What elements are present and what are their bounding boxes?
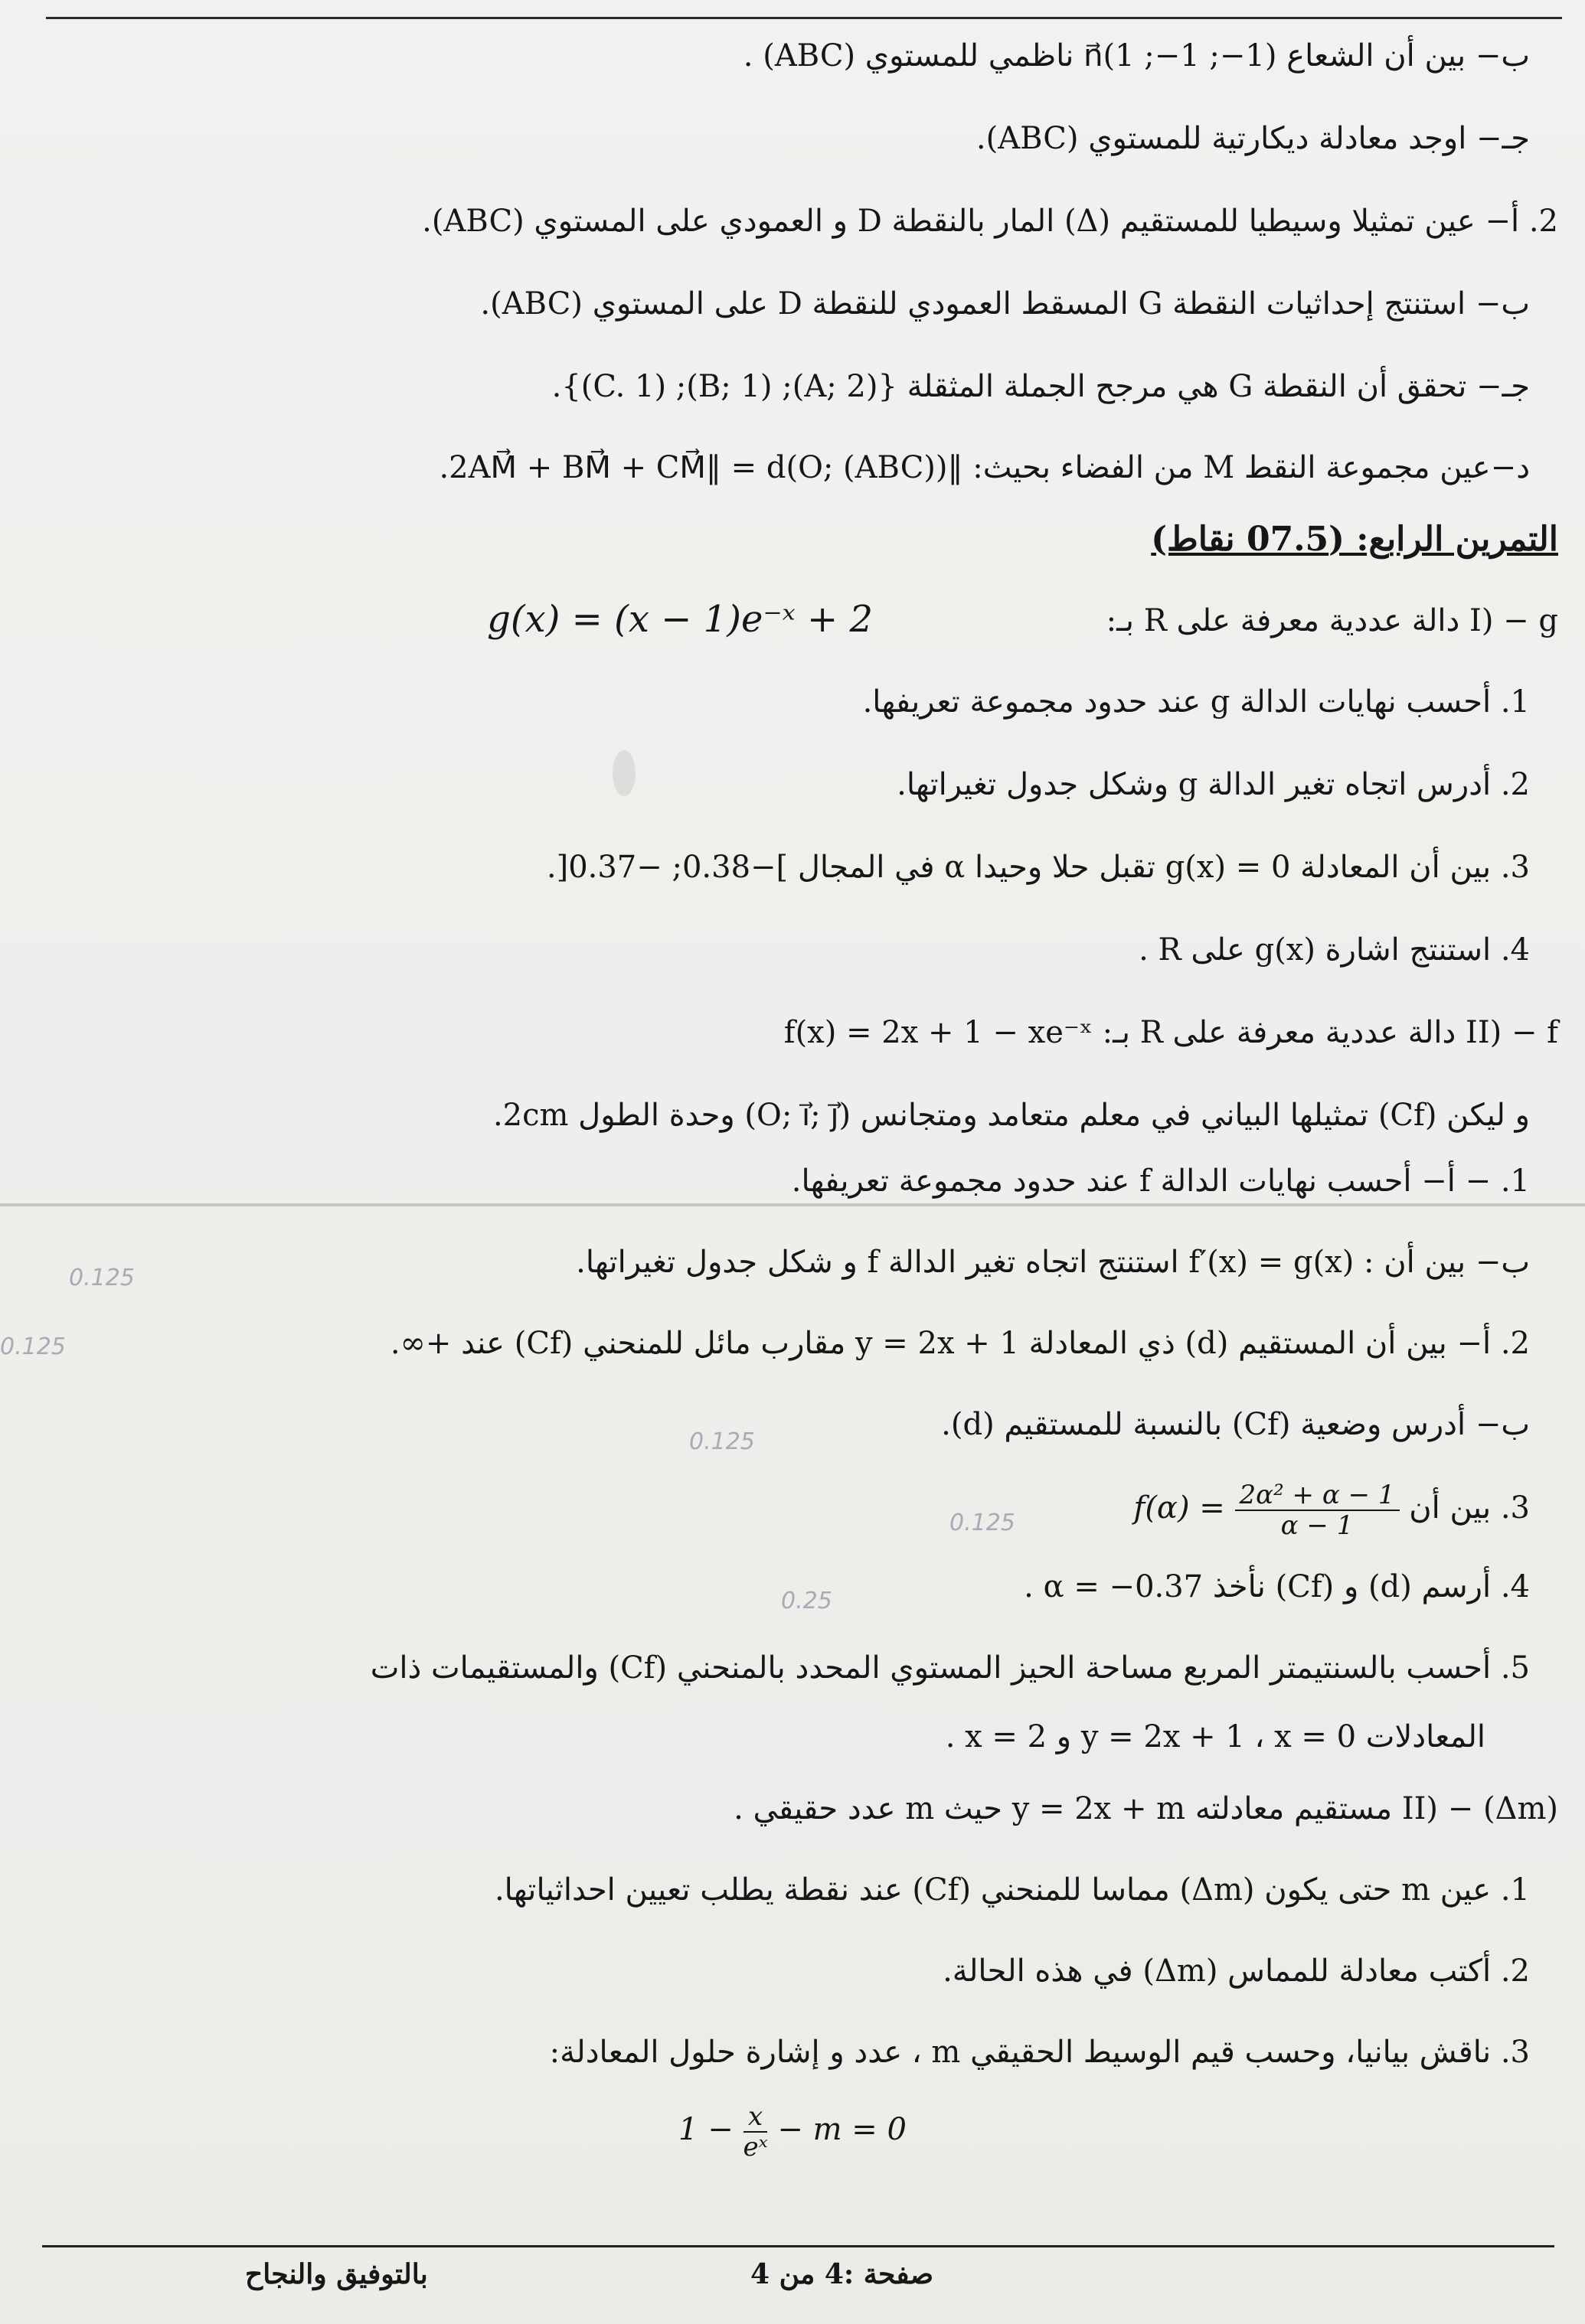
part3-q1: 1. عين m حتى يكون (Δm) مماسا للمنحني (Cf) عند نقطة يطلب تعيين احداثياتها.: [494, 1872, 1530, 1908]
f-alpha-lhs: f(α) =: [1133, 1490, 1225, 1526]
part1-q4: 4. استنتج اشارة g(x) على R .: [1139, 932, 1530, 968]
g-definition-equation: [487, 594, 873, 645]
part2-q5-cont: المعادلات y = 2x + 1 ، x = 0 و x = 2 .: [945, 1719, 1485, 1754]
part2-q2b: ب− أدرس وضعية (Cf) بالنسبة للمستقيم (d).: [941, 1407, 1530, 1442]
f-alpha-numerator: 2α² + α − 1: [1235, 1480, 1400, 1511]
final-equation: [0, 2102, 1585, 2162]
q2-c-barycenter: جـ− تحقق أن النقطة G هي مرجح الجملة المثقلة {(A; 2); (B; 1); (C. 1)}.: [551, 369, 1530, 404]
q2-b-projection: ب− استنتج إحداثيات النقطة G المسقط العمودي للنقطة D على المستوي (ABC).: [480, 286, 1530, 322]
closing-wish: بالتوفيق والنجاح: [245, 2258, 428, 2290]
bottom-rule: [42, 2245, 1554, 2247]
q-c-cartesian-eq: جـ− اوجد معادلة ديكارتية للمستوي (ABC).: [976, 121, 1530, 156]
part2-q5: 5. أحسب بالسنتيمتر المربع مساحة الحيز المستوي المحدد بالمنحني (Cf) والمستقيمات ذات: [370, 1650, 1530, 1686]
margin-note: 0.125: [69, 1265, 135, 1291]
part2-q1a: 1. − أ− أحسب نهايات الدالة f عند حدود مجموعة تعريفها.: [791, 1164, 1530, 1199]
part1-definition: I) − g دالة عددية معرفة على R بـ:: [1106, 603, 1558, 638]
eq-part-a: 1 −: [678, 2112, 734, 2147]
eq-denominator: eˣ: [743, 2132, 768, 2162]
f-alpha-denominator: α − 1: [1280, 1510, 1354, 1541]
q-b-normal-vector: ب− بين أن الشعاع (1−; 1−; 1)n⃗ ناظمي للمستوي (ABC) .: [743, 38, 1530, 73]
exercise-4-title: التمرين الرابع: (07.5 نقاط): [1151, 520, 1558, 559]
q2-d-locus: د−عين مجموعة النقط M من الفضاء بحيث: ‖2AM⃗ + BM⃗ + CM⃗‖ = d(O; (ABC)).: [439, 450, 1530, 485]
margin-note: 0.25: [781, 1588, 832, 1614]
eq-fraction: [743, 2102, 767, 2162]
part3-definition: II) − (Δm) مستقيم معادلته y = 2x + m حيث m عدد حقيقي .: [734, 1791, 1558, 1826]
part2-curve-intro: و ليكن (Cf) تمثيلها البياني في معلم متعامد ومتجانس (O; i⃗; j⃗) وحدة الطول 2cm.: [492, 1098, 1530, 1133]
part1-q3: 3. بين أن المعادلة g(x) = 0 تقبل حلا وحيدا α في المجال ]−0.38; −0.37[.: [546, 850, 1530, 885]
f-alpha-formula: [1133, 1480, 1400, 1541]
eq-numerator: x: [743, 2102, 767, 2133]
part3-q3: 3. ناقش بيانيا، وحسب قيم الوسيط الحقيقي m ، عدد و إشارة حلول المعادلة:: [549, 2035, 1530, 2070]
eq-part-b: − m = 0: [777, 2112, 907, 2147]
margin-note: 0.125: [949, 1510, 1015, 1536]
g-equation: g(x) = (x − 1)e⁻ˣ + 2: [487, 598, 873, 641]
part2-q1b: ب− بين أن : f′(x) = g(x) استنتج اتجاه تغير الدالة f و شكل جدول تغيراتها.: [576, 1245, 1530, 1280]
margin-note: 0.125: [0, 1333, 66, 1360]
part2-q4: 4. أرسم (d) و (Cf) نأخذ α = −0.37 .: [1024, 1569, 1530, 1604]
part1-q1: 1. أحسب نهايات الدالة g عند حدود مجموعة تعريفها.: [862, 684, 1530, 720]
part2-q3: [1134, 1480, 1530, 1540]
part1-q2: 2. أدرس اتجاه تغير الدالة g وشكل جدول تغيراتها.: [897, 767, 1530, 802]
f-alpha-fraction: [1235, 1480, 1400, 1540]
part3-q2: 2. أكتب معادلة للمماس (Δm) في هذه الحالة.: [943, 1954, 1530, 1989]
page-number: صفحة :4 من 4: [750, 2258, 934, 2290]
top-rule: [46, 17, 1562, 19]
margin-note: 0.125: [689, 1428, 755, 1455]
smudge-mark: [613, 750, 636, 796]
q2-a-parametric: 2. أ− عين تمثيلا وسيطيا للمستقيم (Δ) المار بالنقطة D و العمودي على المستوي (ABC).: [422, 204, 1558, 239]
part2-definition: II) − f دالة عددية معرفة على R بـ: f(x) = 2x + 1 − xe⁻ˣ: [783, 1015, 1558, 1050]
final-equation-math: [678, 2101, 907, 2162]
part2-q2a: 2. أ− بين أن المستقيم (d) ذي المعادلة y = 2x + 1 مقارب مائل للمنحني (Cf) عند +∞.: [390, 1326, 1530, 1361]
q3-text: 3. بين أن: [1409, 1490, 1530, 1526]
